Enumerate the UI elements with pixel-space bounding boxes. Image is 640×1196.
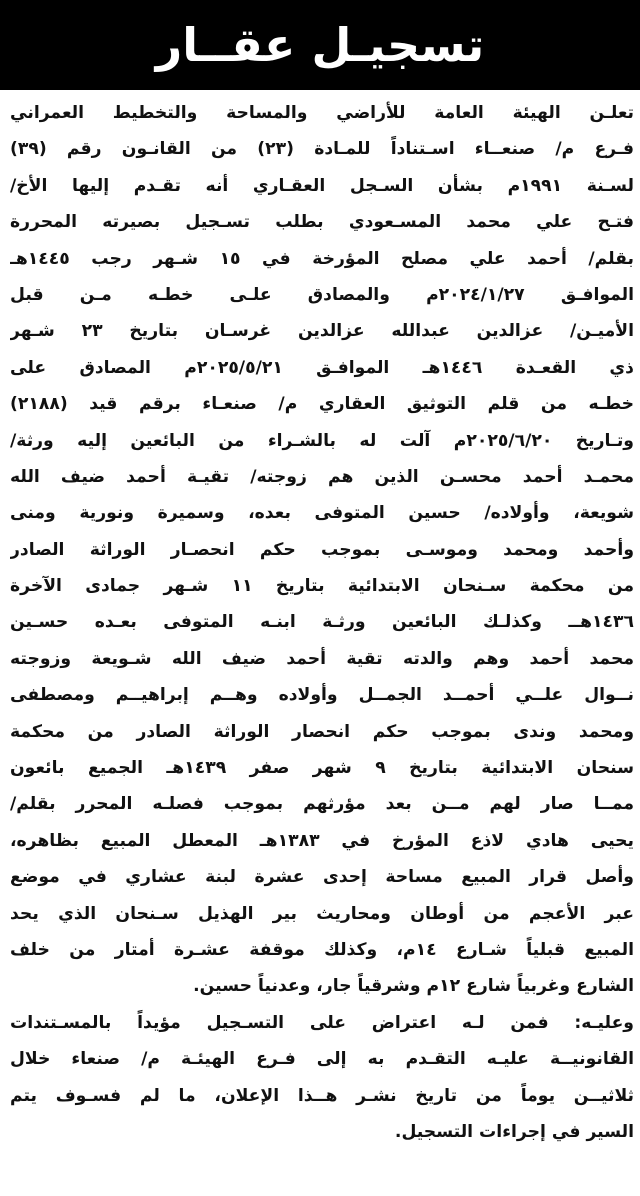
notice-line: وأصل قرار المبيع مساحة إحدى عشرة لبنة عشاري في موضع [10, 867, 634, 888]
notice-header-bar [0, 0, 640, 90]
notice-body [10, 95, 634, 1190]
notice-line: الشارع وغربياً شارع ١٢م وشرقياً جار، وعدنياً حسين. [193, 976, 634, 997]
notice-line: محمـد أحمد محسـن الذين هم زوجته/ تقيـة أحمد ضيف الله [10, 466, 634, 487]
notice-line: ذي القعـدة ١٤٤٦هـ الموافـق ٢٠٢٥/٥/٢١م المصادق على [10, 357, 634, 378]
notice-line: القانونيــة عليـه التقـدم به إلى فـرع الهيئـة م/ صنعاء خلال [10, 1049, 634, 1070]
notice-line: المبيع قبلياً شـارع ١٤م، وكذلك موقفة عشـرة أمتار من خلف [10, 939, 634, 960]
notice-title: تسجيـل عقــار [155, 18, 485, 72]
notice-line: ممــا صار لهم مــن بعد مؤرثهم بموجب فصلـه المحرر بقلم/ [10, 794, 634, 815]
notice-line: نــوال علــي أحمــد الجمــل وأولاده وهــم إبراهيــم ومصطفى [10, 685, 634, 706]
notice-line: محمد أحمد وهم والدته تقية أحمد ضيف الله شـويعة وزوجته [10, 648, 634, 669]
notice-line: وتـاريخ ٢٠٢٥/٦/٢٠م آلت له بالشـراء من البائعين إليه ورثة/ [10, 430, 634, 451]
notice-line: عبر الأعجم من أوطان ومحاريث بير الهذيل سـنحان الذي يحد [10, 903, 634, 924]
notice-line: الأميـن/ عزالدين عبدالله عزالدين غرسـان بتاريخ ٢٣ شـهر [10, 321, 634, 342]
notice-line: السير في إجراءات التسجيل. [394, 1121, 634, 1142]
notice-line: يحيى هادي لاذع المؤرخ في ١٣٨٣هـ المعطل المبيع بظاهره، [10, 830, 634, 851]
notice-line: وعليـه: فمن لـه اعتراض على التسـجيل مؤيداً بالمسـتندات [10, 1012, 634, 1033]
notice-line: وأحمد ومحمد وموسـى بموجب حكم انحصـار الوراثة الصادر [10, 539, 634, 560]
notice-line: فتـح علي محمد المسـعودي بطلب تسـجيل بصيرته المحررة [10, 212, 634, 233]
notice-line: بقلم/ أحمد علي مصلح المؤرخة في ١٥ شـهر رجب ١٤٤٥هـ [10, 248, 634, 269]
notice-line: شويعة، وأولاده/ حسين المتوفى بعده، وسميرة ونورية ومنى [10, 503, 634, 524]
notice-line: لسـنة ١٩٩١م بشأن السـجل العقـاري أنه تقـدم إليها الأخ/ [10, 175, 634, 196]
notice-line: الموافـق ٢٠٢٤/١/٢٧م والمصادق علـى خطـه مـن قبل [10, 284, 634, 305]
notice-line: ومحمد وندى بموجب حكم انحصار الوراثة الصادر من محكمة [10, 721, 634, 742]
notice-line: سنحان الابتدائية بتاريخ ٩ شهر صفر ١٤٣٩هـ الجميع بائعون [10, 758, 634, 779]
notice-line: من محكمة سـنحان الابتدائية بتاريخ ١١ شـهر جمادى الآخرة [10, 576, 634, 597]
notice-line: ١٤٣٦هــ وكذلـك البائعين ورثـة ابنـه المتوفى بعـده حسـين [10, 612, 634, 633]
notice-line: خطـه من قلم التوثيق العقاري م/ صنعـاء برقم قيد (٢١٨٨) [10, 394, 634, 415]
notice-line: فـرع م/ صنعــاء اسـتناداً للمـادة (٢٣) من القانـون رقم (٣٩) [10, 139, 634, 160]
notice-line: تعلـن الهيئة العامة للأراضي والمساحة والتخطيط العمراني [10, 103, 634, 123]
notice-line: ثلاثيــن يوماً من تاريخ نشـر هــذا الإعلان، ما لم فسـوف يتم [10, 1085, 634, 1106]
